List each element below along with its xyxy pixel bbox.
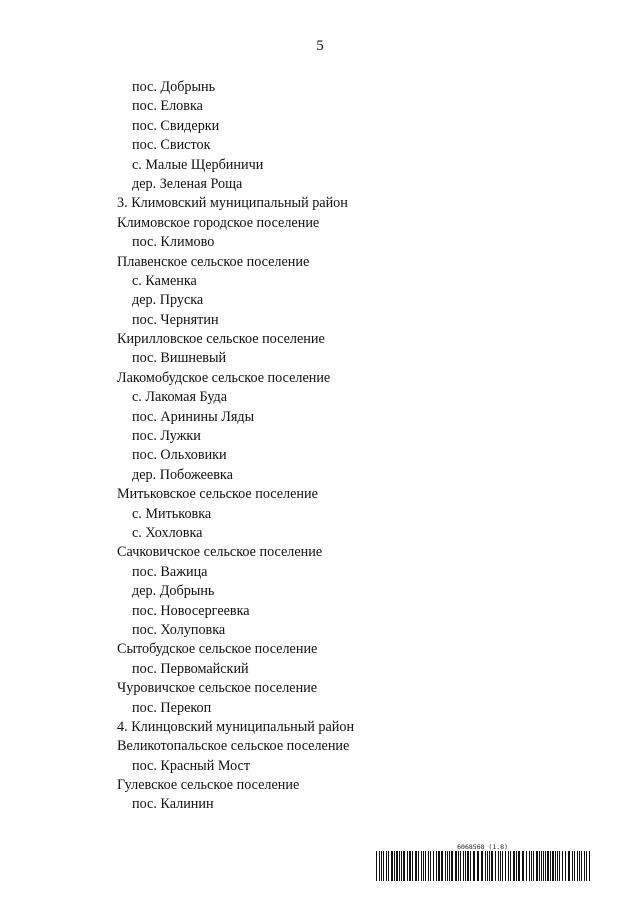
barcode-icon	[376, 851, 592, 881]
settlement-line: пос. Лужки	[132, 428, 201, 445]
settlement-line: с. Лакомая Буда	[132, 389, 228, 406]
barcode-bar	[423, 851, 424, 881]
settlement-line: с. Митьковка	[132, 505, 212, 522]
barcode-block	[376, 843, 592, 881]
barcode-bar	[445, 851, 446, 881]
barcode-bar	[586, 851, 587, 881]
barcode-bar	[489, 851, 490, 881]
barcode-bar	[428, 851, 429, 881]
barcode-label: 6068568 (1.8)	[457, 843, 508, 851]
heading-line: Лакомобудское сельское поселение	[117, 369, 331, 386]
barcode-bar	[455, 851, 457, 881]
barcode-bar	[529, 851, 530, 881]
heading-line: Гулевское сельское поселение	[117, 777, 300, 794]
barcode-bar	[399, 851, 400, 881]
barcode-bar	[403, 851, 405, 881]
barcode-bar	[391, 851, 393, 881]
settlement-line: пос. Аринины Ляды	[132, 408, 255, 425]
barcode-bar	[481, 851, 483, 881]
barcode-bar	[533, 851, 534, 881]
barcode-bar	[581, 851, 582, 881]
barcode-bar	[438, 851, 440, 881]
barcode-bar	[465, 851, 466, 881]
barcode-bar	[430, 851, 431, 881]
barcode-bar	[396, 851, 398, 881]
barcode-bar	[401, 851, 402, 881]
settlement-line: пос. Холуповка	[132, 621, 226, 638]
barcode-bar	[376, 851, 377, 881]
heading-line: Плавенское сельское поселение	[117, 253, 310, 270]
heading-line: Чуровичское сельское поселение	[117, 680, 318, 697]
barcode-bar	[491, 851, 493, 881]
barcode-bar	[552, 851, 554, 881]
barcode-bar	[383, 851, 384, 881]
barcode-bar	[495, 851, 496, 881]
barcode-bar	[589, 851, 590, 881]
barcode-bar	[568, 851, 570, 881]
barcode-bar	[508, 851, 509, 881]
settlement-line: пос. Калинин	[132, 796, 214, 813]
barcode-bar	[449, 851, 450, 881]
heading-line: Кирилловское сельское поселение	[117, 331, 325, 348]
barcode-bar	[579, 851, 580, 881]
settlement-line: дер. Зеленая Роща	[132, 175, 243, 192]
settlement-line: пос. Чернятин	[132, 311, 219, 328]
barcode-bar	[467, 851, 469, 881]
barcode-bar	[386, 851, 387, 881]
barcode-bar	[502, 851, 503, 881]
barcode-bar	[407, 851, 408, 881]
barcode-bar	[500, 851, 501, 881]
heading-line: Великотопальское сельское поселение	[117, 738, 350, 755]
heading-line: Митьковское сельское поселение	[117, 486, 318, 503]
barcode-bar	[421, 851, 422, 881]
settlement-line: пос. Красный Мост	[132, 757, 251, 774]
barcode-bar	[485, 851, 486, 881]
barcode-bar	[458, 851, 459, 881]
barcode-bar	[531, 851, 532, 881]
barcode-bar	[447, 851, 448, 881]
barcode-bar	[550, 851, 551, 881]
barcode-bar	[513, 851, 515, 881]
barcode-bar	[381, 851, 382, 881]
heading-line: Сачковичское сельское поселение	[117, 544, 323, 561]
settlement-line: с. Каменка	[132, 272, 197, 289]
barcode-bar	[557, 851, 558, 881]
barcode-bar	[394, 851, 395, 881]
settlement-line: пос. Новосергеевка	[132, 602, 250, 619]
settlement-line: дер. Пруска	[132, 292, 204, 309]
barcode-bar	[572, 851, 573, 881]
barcode-bar	[487, 851, 488, 881]
settlement-line: с. Хохловка	[132, 524, 203, 541]
barcode-bar	[562, 851, 563, 881]
heading-line: 3. Климовский муниципальный район	[117, 195, 348, 212]
barcode-bar	[388, 851, 389, 881]
heading-line: Климовское городское поселение	[117, 214, 320, 231]
barcode-bar	[547, 851, 549, 881]
barcode-bar	[441, 851, 443, 881]
settlement-line: пос. Свисток	[132, 137, 211, 154]
settlement-line: дер. Добрынь	[132, 583, 215, 600]
barcode-bar	[565, 851, 566, 881]
barcode-bar	[409, 851, 411, 881]
barcode-bar	[518, 851, 520, 881]
heading-line: 4. Клинцовский муниципальный район	[117, 718, 355, 735]
settlement-line: пос. Важица	[132, 563, 208, 580]
barcode-bar	[477, 851, 479, 881]
barcode-bar	[555, 851, 556, 881]
barcode-bar	[418, 851, 419, 881]
barcode-bar	[451, 851, 453, 881]
settlement-line: пос. Первомайский	[132, 660, 249, 677]
barcode-bar	[545, 851, 546, 881]
barcode-bar	[436, 851, 437, 881]
settlement-line: пос. Добрынь	[132, 79, 216, 95]
barcode-bar	[536, 851, 538, 881]
barcode-bar	[574, 851, 575, 881]
barcode-bar	[522, 851, 524, 881]
barcode-bar	[539, 851, 540, 881]
barcode-bar	[505, 851, 506, 881]
barcode-bar	[584, 851, 585, 881]
heading-line: Сытобудское сельское поселение	[117, 641, 318, 658]
barcode-bar	[415, 851, 417, 881]
barcode-bar	[526, 851, 527, 881]
page-number: 5	[316, 38, 324, 54]
barcode-bar	[412, 851, 413, 881]
barcode-bar	[543, 851, 544, 881]
settlement-line: пос. Свидерки	[132, 117, 220, 134]
barcode-bar	[473, 851, 475, 881]
document-body	[117, 78, 587, 815]
settlement-line: пос. Ольховики	[132, 447, 227, 464]
barcode-bar	[433, 851, 434, 881]
settlement-line: пос. Перекоп	[132, 699, 212, 716]
barcode-bar	[379, 851, 380, 881]
barcode-bar	[460, 851, 461, 881]
barcode-bar	[498, 851, 499, 881]
settlement-line: пос. Еловка	[132, 98, 203, 115]
settlement-line: дер. Побожеевка	[132, 466, 233, 483]
barcode-bar	[559, 851, 560, 881]
barcode-bar	[425, 851, 426, 881]
barcode-bar	[541, 851, 542, 881]
settlement-line: пос. Климово	[132, 234, 215, 251]
barcode-bar	[470, 851, 471, 881]
settlement-line: с. Малые Щербиничи	[132, 156, 264, 173]
barcode-bar	[463, 851, 464, 881]
barcode-bar	[577, 851, 578, 881]
settlement-line: пос. Вишневый	[132, 350, 227, 367]
barcode-bar	[510, 851, 511, 881]
barcode-bar	[516, 851, 517, 881]
